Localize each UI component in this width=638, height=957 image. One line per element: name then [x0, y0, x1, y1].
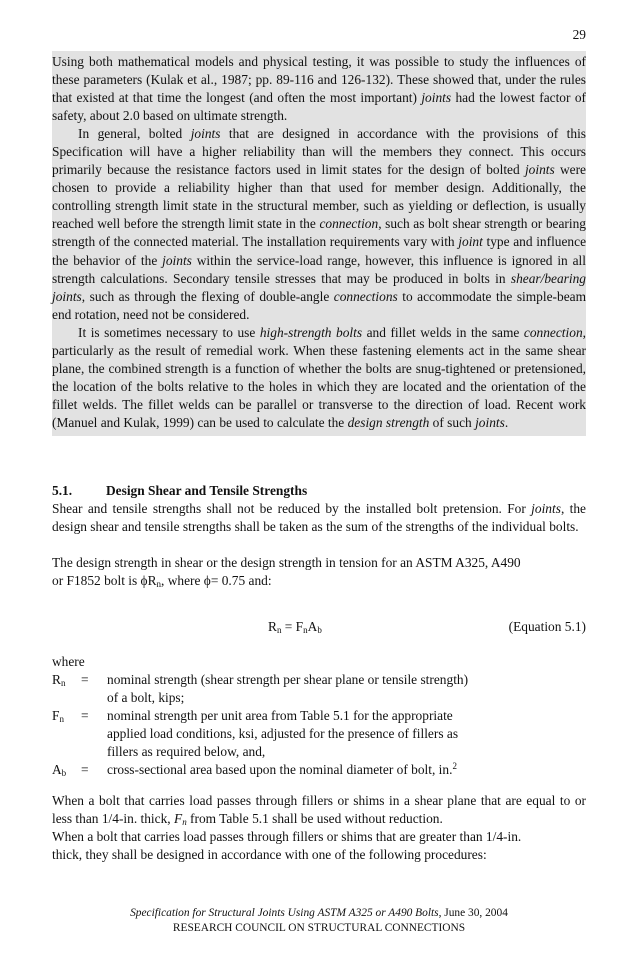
- definition-symbol: $R_n$: [52, 672, 66, 688]
- filler-line-2: thick, they shall be designed in accordance with one of the following procedures:: [52, 847, 487, 862]
- definition-fn: [52, 707, 522, 761]
- commentary-paragraph-2: In general, bolted joints that are designed in accordance with the provisions of this Specification will have a higher reliability than will the members they connect. This occurs primarily because the resistance factors used in limit states for the design of bolted joints were chosen to provide a reliability higher than that used for member design. Additionally, the controlling strength limit state in the structural member, such as yielding or deflection, is usually reached well before the strength limit state in the connection, such as bolt shear strength or bearing strength of the connected material. The installation requirements vary with joint type and influence the behavior of the joints within the service-load range, however, this influence is ignored in all strength calculations. Secondary tensile stresses that may be produced in bolts in shear/bearing joints, such as through the flexing of double-angle connections to accommodate the simple-beam end rotation, need not be considered.: [52, 126, 587, 322]
- footer-date: , June 30, 2004: [438, 907, 508, 919]
- equation-row: [52, 619, 586, 639]
- filler-line-1: When a bolt that carries load passes through fillers or shims that are greater than 1/4-in.: [52, 829, 522, 844]
- section-paragraph: Shear and tensile strengths shall not be reduced by the installed bolt pretension. For joints, the design shear and tensile strengths shall be taken as the sum of the strengths of the individual bolts.: [52, 501, 586, 534]
- shaded-commentary-block: [52, 51, 586, 436]
- definition-equals: =: [81, 708, 89, 723]
- commentary-paragraph-3: It is sometimes necessary to use high-strength bolts and fillet welds in the same connection, particularly as the result of remedial work. When these fastening elements act in the same shear plane, the combined strength is a function of whether the bolts are snug-tightened or pretensioned, the location of the bolts relative to the holes in which they are located and the orientation of the fillet welds. The fillet welds can be parallel or transverse to the direction of load. Recent work (Manuel and Kulak, 1999) can be used to calculate the design strength of such joints.: [52, 324, 586, 430]
- definition-ab: [52, 761, 522, 779]
- definition-line: applied load conditions, ksi, adjusted for the presence of fillers as: [107, 726, 459, 741]
- definition-text: [107, 671, 527, 707]
- footer-spec-title: Specification for Structural Joints Using ASTM A325 or A490 Bolts: [130, 907, 439, 919]
- section-title: Design Shear and Tensile Strengths: [106, 483, 308, 498]
- definition-symbol: $A_b$: [52, 762, 67, 778]
- design-strength-line-2: or F1852 bolt is $\phi R_n$, where ϕ= 0.75 and:: [52, 573, 272, 589]
- page-footer: [0, 906, 638, 936]
- definition-equals: =: [81, 672, 89, 687]
- definition-line: of a bolt, kips;: [107, 690, 185, 705]
- definition-rn: [52, 671, 522, 707]
- where-label: where: [52, 654, 85, 669]
- definition-text: [107, 707, 527, 761]
- definition-line: nominal strength per unit area from Table 5.1 for the appropriate: [107, 708, 453, 723]
- design-strength-line-1: The design strength in shear or the design strength in tension for an ASTM A325, A490: [52, 555, 521, 570]
- filler-paragraph-1: When a bolt that carries load passes through fillers or shims in a shear plane that are equal to or less than 1/4-in. thick, $F_n$ from Table 5.1 shall be used without reduction.: [52, 793, 586, 827]
- definition-text: [107, 761, 527, 779]
- equation: $R_n = F_nA_b$: [268, 619, 322, 635]
- equation-label: (Equation 5.1): [508, 619, 586, 634]
- section-number: 5.1.: [52, 483, 73, 498]
- definition-equals: =: [81, 762, 89, 777]
- definition-line: nominal strength (shear strength per shear plane or tensile strength): [107, 672, 469, 687]
- definition-line: cross-sectional area based upon the nominal diameter of bolt, in.$^2$: [107, 761, 457, 777]
- commentary-paragraph-1: Using both mathematical models and physical testing, it was possible to study the influences of these parameters (Kulak et al., 1987; pp. 89-116 and 126-132). These showed that, under the rules that existed at that time the longest (and often the most important) joints had the lowest factor of safety, about 2.0 based on ultimate strength.: [52, 54, 586, 124]
- definition-symbol: $F_n$: [52, 708, 64, 724]
- definition-line: fillers as required below, and,: [107, 744, 266, 759]
- section-heading: [52, 482, 586, 500]
- footer-line-1: [0, 906, 638, 921]
- page-number: 29: [572, 27, 586, 42]
- footer-line-2: RESEARCH COUNCIL ON STRUCTURAL CONNECTIONS: [172, 922, 466, 934]
